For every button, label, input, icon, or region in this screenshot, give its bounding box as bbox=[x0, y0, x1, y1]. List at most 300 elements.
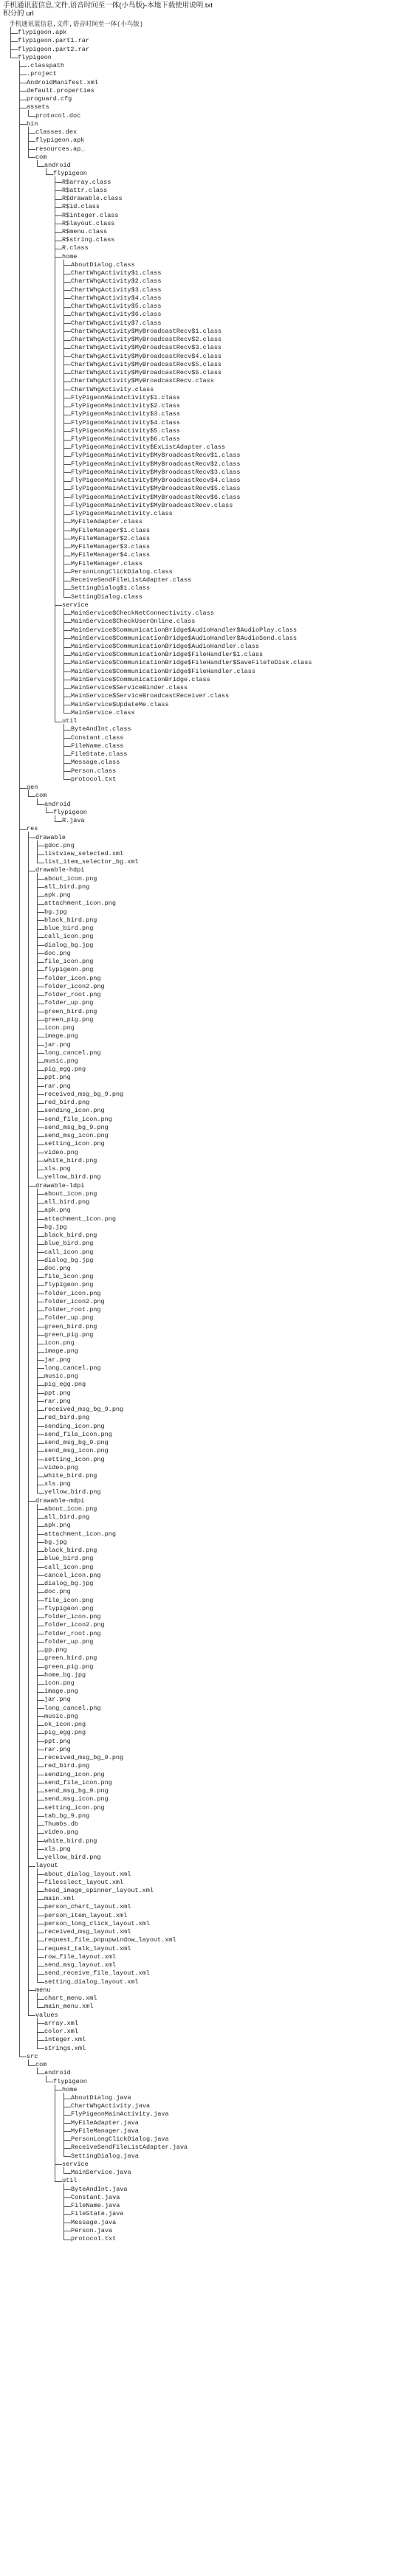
folder-node[interactable]: src bbox=[27, 2052, 38, 2060]
folder-node[interactable]: bin bbox=[27, 120, 38, 128]
file-node[interactable]: proguard.cfg bbox=[27, 95, 72, 103]
file-node[interactable]: send_msg_bg_9.png bbox=[44, 1787, 109, 1795]
file-node[interactable]: ChartWhgActivity$2.class bbox=[71, 277, 162, 286]
file-node[interactable]: red_bird.png bbox=[44, 1762, 90, 1770]
file-node[interactable]: bg.jpg bbox=[44, 908, 67, 916]
file-node[interactable]: setting_icon.png bbox=[44, 1140, 105, 1148]
file-node[interactable]: .classpath bbox=[27, 62, 65, 70]
file-node[interactable]: dialog_bg.jpg bbox=[44, 1580, 94, 1588]
file-node[interactable]: send_msg_icon.png bbox=[44, 1795, 109, 1803]
file-node[interactable]: SettingDialog.class bbox=[71, 593, 142, 601]
file-node[interactable]: attachment_icon.png bbox=[44, 899, 116, 908]
file-node[interactable]: jar.png bbox=[44, 1696, 71, 1704]
file-node[interactable]: FileState.class bbox=[71, 750, 128, 759]
file-node[interactable]: about_icon.png bbox=[44, 1189, 97, 1198]
file-node[interactable]: pig_egg.png bbox=[44, 1066, 86, 1074]
tree-branch-connector bbox=[37, 1575, 44, 1576]
tree-branch-connector bbox=[37, 912, 44, 913]
file-node[interactable]: integer.xml bbox=[44, 2036, 86, 2044]
file-node[interactable]: ChartWhgActivity$MyBroadcastRecv$4.class bbox=[71, 352, 222, 360]
file-node[interactable]: attachment_icon.png bbox=[44, 1215, 116, 1223]
tree-branch-connector bbox=[63, 597, 71, 598]
file-node[interactable]: ChartWhgActivity.class bbox=[71, 385, 154, 393]
tree-branch-connector bbox=[63, 2131, 71, 2132]
file-node[interactable]: blue_bird.png bbox=[44, 1555, 94, 1563]
tree-branch-connector bbox=[37, 1020, 44, 1021]
file-node[interactable]: xls.png bbox=[44, 1845, 71, 1853]
folder-node[interactable]: flypigeon bbox=[53, 808, 87, 816]
file-node[interactable]: video.png bbox=[44, 1829, 78, 1837]
file-node[interactable]: send_msg_icon.png bbox=[44, 1132, 109, 1140]
file-node[interactable]: folder_root.png bbox=[44, 1629, 101, 1637]
folder-node[interactable]: com bbox=[35, 153, 47, 161]
file-node[interactable]: ChartWhgActivity$MyBroadcastRecv$5.class bbox=[71, 360, 222, 368]
file-node[interactable]: request_talk_layout.xml bbox=[44, 1944, 131, 1952]
tree-branch-connector bbox=[63, 431, 71, 432]
folder-node[interactable]: drawable-mdpi bbox=[35, 1496, 85, 1505]
tree-branch-connector bbox=[63, 472, 71, 473]
file-node[interactable]: Person.java bbox=[71, 2226, 113, 2234]
file-node[interactable]: apk.png bbox=[44, 891, 71, 899]
file-node[interactable]: MainService.java bbox=[71, 2169, 131, 2177]
file-node[interactable]: setting_icon.png bbox=[44, 1455, 105, 1463]
file-node[interactable]: tab_bg_9.png bbox=[44, 1812, 90, 1820]
tree-branch-connector bbox=[55, 257, 62, 258]
folder-node[interactable]: com bbox=[35, 2061, 47, 2069]
file-node[interactable]: folder_icon.png bbox=[44, 1289, 101, 1297]
file-node[interactable]: FlyPigeonMainActivity$MyBroadcastRecv$5.class bbox=[71, 485, 241, 493]
file-node[interactable]: array.xml bbox=[44, 2019, 78, 2027]
file-node[interactable]: apk.png bbox=[44, 1522, 71, 1530]
file-node[interactable]: send_file_icon.png bbox=[44, 1430, 112, 1438]
file-node[interactable]: video.png bbox=[44, 1148, 78, 1156]
file-node[interactable]: R$menu.class bbox=[62, 228, 108, 235]
file-node[interactable]: MyFileAdapter.class bbox=[71, 518, 142, 526]
file-node[interactable]: pig_egg.png bbox=[44, 1381, 86, 1389]
file-node[interactable]: filesslect_layout.xml bbox=[44, 1878, 124, 1886]
file-node[interactable]: send_file_icon.png bbox=[44, 1115, 112, 1123]
file-node[interactable]: setting_dialog_layout.xml bbox=[44, 1978, 139, 1986]
file-node[interactable]: ChartWhgActivity.java bbox=[71, 2102, 151, 2110]
file-node[interactable]: ReceiveSendFileListAdapter.class bbox=[71, 576, 192, 584]
file-node[interactable]: request_file_popupwindow_layout.xml bbox=[44, 1936, 176, 1944]
file-node[interactable]: FlyPigeonMainActivity.class bbox=[71, 510, 173, 518]
tree-branch-connector bbox=[55, 182, 62, 183]
file-node[interactable]: blue_bird.png bbox=[44, 925, 94, 933]
file-node[interactable]: flypigeon.part1.rar bbox=[18, 37, 89, 45]
file-node[interactable]: jar.png bbox=[44, 1356, 71, 1364]
file-node[interactable]: R.class bbox=[62, 244, 89, 252]
file-node[interactable]: SettingDialog.java bbox=[71, 2152, 139, 2160]
folder-node[interactable]: android bbox=[44, 2069, 71, 2077]
folder-node[interactable]: menu bbox=[35, 1986, 51, 1994]
folder-node[interactable]: com bbox=[35, 792, 47, 800]
file-node[interactable]: ppt.png bbox=[44, 1737, 71, 1745]
file-node[interactable]: person_chart_layout.xml bbox=[44, 1903, 131, 1911]
file-node[interactable]: head_image_spinner_layout.xml bbox=[44, 1887, 154, 1894]
file-node[interactable]: main.xml bbox=[44, 1895, 75, 1903]
file-node[interactable]: folder_icon.png bbox=[44, 974, 101, 982]
file-node[interactable]: Message.java bbox=[71, 2218, 117, 2226]
file-node[interactable]: received_msg_bg_9.png bbox=[44, 1406, 124, 1414]
file-node[interactable]: AboutDialog.java bbox=[71, 2094, 131, 2102]
file-node[interactable]: xls.png bbox=[44, 1480, 71, 1488]
file-node[interactable]: folder_icon2.png bbox=[44, 1297, 105, 1305]
file-node[interactable]: FlyPigeonMainActivity$1.class bbox=[71, 393, 180, 401]
file-node[interactable]: folder_up.png bbox=[44, 1314, 94, 1322]
file-node[interactable]: AndroidManifest.xml bbox=[27, 78, 98, 86]
file-node[interactable]: row_file_layout.xml bbox=[44, 1952, 116, 1961]
tree-branch-connector bbox=[37, 1260, 44, 1261]
file-node[interactable]: ByteAndInt.java bbox=[71, 2185, 128, 2193]
file-node[interactable]: green_bird.png bbox=[44, 1654, 97, 1662]
tree-trunk-line bbox=[37, 160, 38, 166]
file-node[interactable]: doc.png bbox=[44, 1588, 71, 1596]
file-node[interactable]: received_msg_layout.xml bbox=[44, 1928, 131, 1936]
folder-node[interactable]: res bbox=[27, 825, 38, 833]
tree-branch-connector bbox=[63, 489, 71, 490]
file-node[interactable]: green_pig.png bbox=[44, 1330, 94, 1339]
tree-trunk-line bbox=[28, 790, 29, 796]
file-node[interactable]: dialog_bg.jpg bbox=[44, 941, 94, 949]
file-node[interactable]: blue_bird.png bbox=[44, 1240, 94, 1248]
file-node[interactable]: send_msg_bg_9.png bbox=[44, 1123, 109, 1131]
folder-node[interactable]: assets bbox=[27, 103, 49, 111]
folder-node[interactable]: gen bbox=[27, 784, 38, 792]
file-node[interactable]: send_file_icon.png bbox=[44, 1778, 112, 1786]
file-node[interactable]: bg.jpg bbox=[44, 1223, 67, 1231]
file-node[interactable]: ChartWhgActivity$MyBroadcastRecv$1.class bbox=[71, 327, 222, 335]
file-node[interactable]: green_bird.png bbox=[44, 1322, 97, 1330]
file-node[interactable]: R$attr.class bbox=[62, 186, 108, 194]
file-node[interactable]: MainService$UpdateMe.class bbox=[71, 700, 169, 708]
file-node[interactable]: rar.png bbox=[44, 1745, 71, 1753]
file-node[interactable]: all_bird.png bbox=[44, 1198, 90, 1206]
folder-node[interactable]: util bbox=[62, 717, 78, 725]
tree-branch-connector bbox=[55, 232, 62, 233]
file-node[interactable]: FlyPigeonMainActivity$MyBroadcastRecv$2.class bbox=[71, 460, 241, 468]
tree-branch-connector bbox=[37, 1418, 44, 1419]
file-node[interactable]: folder_up.png bbox=[44, 1637, 94, 1646]
file-node[interactable]: FlyPigeonMainActivity$2.class bbox=[71, 402, 180, 410]
file-node[interactable]: yellow_bird.png bbox=[44, 1854, 101, 1862]
file-node[interactable]: long_cancel.png bbox=[44, 1364, 101, 1372]
file-node[interactable]: FlyPigeonMainActivity$4.class bbox=[71, 418, 180, 427]
file-node[interactable]: protocol.doc bbox=[35, 111, 81, 120]
file-node[interactable]: list_item_selector_bg.xml bbox=[44, 858, 139, 866]
folder-node[interactable]: drawable-hdpi bbox=[35, 866, 85, 874]
file-node[interactable]: white_bird.png bbox=[44, 1472, 97, 1479]
file-node[interactable]: ReceiveSendFileListAdapter.java bbox=[71, 2144, 188, 2152]
file-node[interactable]: bg.jpg bbox=[44, 1538, 67, 1546]
file-node[interactable]: R$id.class bbox=[62, 203, 100, 211]
folder-node[interactable]: home bbox=[62, 2085, 78, 2093]
file-node[interactable]: call_icon.png bbox=[44, 933, 94, 941]
file-node[interactable]: about_icon.png bbox=[44, 1505, 97, 1513]
file-node[interactable]: MainService$CommunicationBridge.class bbox=[71, 675, 210, 683]
file-node[interactable]: MainService$CommunicationBridge$AudioHandler$AudioPlay.class bbox=[71, 626, 298, 634]
file-node[interactable]: red_bird.png bbox=[44, 1099, 90, 1107]
file-node[interactable]: FileName.class bbox=[71, 742, 124, 750]
file-node[interactable]: resources.ap_ bbox=[35, 145, 85, 153]
file-node[interactable]: FlyPigeonMainActivity$3.class bbox=[71, 410, 180, 418]
file-node[interactable]: MainService$CommunicationBridge$AudioHandler.class bbox=[71, 643, 260, 650]
file-node[interactable]: music.png bbox=[44, 1372, 78, 1381]
file-node[interactable]: FlyPigeonMainActivity$MyBroadcastRecv$3.class bbox=[71, 468, 241, 476]
file-node[interactable]: ChartWhgActivity$1.class bbox=[71, 269, 162, 277]
tree-branch-connector bbox=[63, 456, 71, 457]
file-node[interactable]: rar.png bbox=[44, 1082, 71, 1090]
file-node[interactable]: green_pig.png bbox=[44, 1662, 94, 1671]
tree-branch-connector bbox=[37, 1086, 44, 1087]
tree-branch-connector bbox=[37, 1045, 44, 1046]
file-node[interactable]: flypigeon.part2.rar bbox=[18, 45, 89, 53]
tree-trunk-line bbox=[28, 127, 29, 157]
file-node[interactable]: about_icon.png bbox=[44, 874, 97, 883]
file-node[interactable]: black_bird.png bbox=[44, 1547, 97, 1555]
folder-node[interactable]: util bbox=[62, 2177, 78, 2185]
file-node[interactable]: classes.dex bbox=[35, 128, 78, 137]
file-node[interactable]: attachment_icon.png bbox=[44, 1530, 116, 1538]
tree-branch-connector bbox=[37, 1708, 44, 1709]
file-node[interactable]: PersonLongClickDialog.java bbox=[71, 2135, 169, 2144]
file-node[interactable]: person_item_layout.xml bbox=[44, 1911, 128, 1919]
file-node[interactable]: R$drawable.class bbox=[62, 195, 123, 203]
file-node[interactable]: FlyPigeonMainActivity$6.class bbox=[71, 435, 180, 443]
file-node[interactable]: listview_selected.xml bbox=[44, 850, 124, 857]
folder-node[interactable]: values bbox=[35, 2011, 58, 2019]
file-node[interactable]: folder_icon2.png bbox=[44, 982, 105, 990]
file-node[interactable]: MainService$CommunicationBridge$AudioHandler$AudioSend.class bbox=[71, 634, 298, 642]
file-node[interactable]: MainService.class bbox=[71, 708, 135, 716]
file-node[interactable]: rar.png bbox=[44, 1397, 71, 1405]
file-node[interactable]: MyFileManager$3.class bbox=[71, 543, 151, 551]
file-node[interactable]: FlyPigeonMainActivity$ExListAdapter.class bbox=[71, 443, 226, 452]
file-node[interactable]: cancel_icon.png bbox=[44, 1571, 101, 1579]
tree-branch-connector bbox=[63, 315, 71, 316]
tree-branch-connector bbox=[37, 1094, 44, 1095]
file-node[interactable]: call_icon.png bbox=[44, 1248, 94, 1256]
file-node[interactable]: MyFileAdapter.java bbox=[71, 2119, 139, 2127]
file-node[interactable]: white_bird.png bbox=[44, 1837, 97, 1845]
file-node[interactable]: protocol.txt bbox=[71, 775, 117, 783]
file-node[interactable]: about_dialog_layout.xml bbox=[44, 1870, 131, 1878]
file-node[interactable]: MyFileManager.java bbox=[71, 2127, 139, 2135]
file-node[interactable]: folder_icon2.png bbox=[44, 1621, 105, 1629]
file-node[interactable]: MainService$CheckUserOnline.class bbox=[71, 618, 196, 626]
file-node[interactable]: video.png bbox=[44, 1463, 78, 1471]
file-node[interactable]: MainService$CheckNetConnectivity.class bbox=[71, 610, 214, 618]
file-node[interactable]: R$array.class bbox=[62, 178, 111, 186]
file-node[interactable]: send_receive_file_layout.xml bbox=[44, 1969, 150, 1978]
file-node[interactable]: folder_up.png bbox=[44, 999, 94, 1007]
file-node[interactable]: folder_icon.png bbox=[44, 1613, 101, 1621]
file-node[interactable]: MyFileManager$1.class bbox=[71, 526, 151, 534]
folder-node[interactable]: service bbox=[62, 601, 89, 609]
file-node[interactable]: FlyPigeonMainActivity$MyBroadcastRecv$4.class bbox=[71, 477, 241, 485]
file-node[interactable]: FlyPigeonMainActivity.java bbox=[71, 2110, 169, 2119]
file-node[interactable]: received_msg_bg_9.png bbox=[44, 1090, 124, 1098]
file-node[interactable]: long_cancel.png bbox=[44, 1704, 101, 1712]
file-node[interactable]: red_bird.png bbox=[44, 1414, 90, 1422]
file-node[interactable]: all_bird.png bbox=[44, 1513, 90, 1522]
file-node[interactable]: strings.xml bbox=[44, 2044, 86, 2052]
file-node[interactable]: MainService$ServiceBinder.class bbox=[71, 684, 188, 692]
file-node[interactable]: file_icon.png bbox=[44, 1273, 94, 1281]
file-node[interactable]: jar.png bbox=[44, 1040, 71, 1049]
folder-node[interactable]: service bbox=[62, 2160, 89, 2168]
file-node[interactable]: home_bg.jpg bbox=[44, 1671, 86, 1679]
file-node[interactable]: apk.png bbox=[44, 1206, 71, 1215]
file-node[interactable]: icon.png bbox=[44, 1024, 75, 1032]
file-node[interactable]: ChartWhgActivity$MyBroadcastRecv$3.class bbox=[71, 344, 222, 352]
file-node[interactable]: ChartWhgActivity$3.class bbox=[71, 286, 162, 294]
file-node[interactable]: file_icon.png bbox=[44, 958, 94, 966]
file-node[interactable]: flypigeon.apk bbox=[35, 137, 85, 145]
file-node[interactable]: SettingDialog$1.class bbox=[71, 584, 151, 593]
tree-branch-connector bbox=[37, 1119, 44, 1120]
file-node[interactable]: MyFileManager$2.class bbox=[71, 534, 151, 542]
file-node[interactable]: flypigeon.apk bbox=[18, 29, 67, 37]
file-node[interactable]: Person.class bbox=[71, 767, 117, 775]
file-node[interactable]: ChartWhgActivity$6.class bbox=[71, 311, 162, 319]
folder-node[interactable]: flypigeon bbox=[53, 170, 87, 178]
file-node[interactable]: send_msg_icon.png bbox=[44, 1447, 109, 1455]
file-node[interactable]: MainService$CommunicationBridge$FileHandler.class bbox=[71, 667, 255, 675]
file-node[interactable]: white_bird.png bbox=[44, 1156, 97, 1164]
file-node[interactable]: folder_root.png bbox=[44, 1306, 101, 1314]
file-node[interactable]: color.xml bbox=[44, 2028, 78, 2036]
tree-branch-connector bbox=[63, 589, 71, 590]
file-node[interactable]: image.png bbox=[44, 1688, 78, 1696]
file-node[interactable]: ChartWhgActivity$4.class bbox=[71, 294, 162, 302]
file-node[interactable]: ChartWhgActivity$7.class bbox=[71, 319, 162, 327]
folder-node[interactable]: drawable-ldpi bbox=[35, 1181, 85, 1189]
folder-node[interactable]: 手机通讯蓝信息,文件,语音时间至一体(小鸟版) bbox=[9, 21, 143, 28]
tree-branch-connector bbox=[37, 1194, 44, 1195]
file-node[interactable]: received_msg_bg_9.png bbox=[44, 1754, 124, 1762]
file-node[interactable]: PersonLongClickDialog.class bbox=[71, 567, 173, 576]
file-node[interactable]: pig_egg.png bbox=[44, 1729, 86, 1737]
file-node[interactable]: flypigeon.png bbox=[44, 1281, 94, 1289]
file-node[interactable]: green_pig.png bbox=[44, 1015, 94, 1023]
file-node[interactable]: main_menu.xml bbox=[44, 2003, 94, 2011]
tree-branch-connector bbox=[37, 1584, 44, 1585]
file-node[interactable]: xls.png bbox=[44, 1165, 71, 1173]
file-node[interactable]: default.properties bbox=[27, 86, 95, 94]
tree-branch-connector bbox=[37, 1882, 44, 1883]
file-node[interactable]: send_msg_layout.xml bbox=[44, 1961, 116, 1969]
file-node[interactable]: sending_icon.png bbox=[44, 1422, 105, 1430]
file-node[interactable]: sending_icon.png bbox=[44, 1770, 105, 1778]
folder-node[interactable]: flypigeon bbox=[53, 2077, 87, 2085]
tree-branch-connector bbox=[37, 1816, 44, 1817]
file-node[interactable]: R$layout.class bbox=[62, 219, 115, 227]
file-node[interactable]: music.png bbox=[44, 1057, 78, 1065]
file-node[interactable]: music.png bbox=[44, 1712, 78, 1720]
file-node[interactable]: FlyPigeonMainActivity$5.class bbox=[71, 427, 180, 435]
file-node[interactable]: icon.png bbox=[44, 1679, 75, 1687]
file-node[interactable]: dialog_bg.jpg bbox=[44, 1256, 94, 1264]
file-node[interactable]: doc.png bbox=[44, 949, 71, 957]
file-node[interactable]: R.java bbox=[62, 817, 85, 825]
folder-node[interactable]: home bbox=[62, 252, 78, 260]
file-node[interactable]: black_bird.png bbox=[44, 916, 97, 924]
file-node[interactable]: chart_menu.xml bbox=[44, 1995, 97, 2003]
file-node[interactable]: Message.class bbox=[71, 759, 120, 767]
file-node[interactable]: AboutDialog.class bbox=[71, 260, 135, 269]
file-node[interactable]: R$string.class bbox=[62, 236, 115, 244]
file-node[interactable]: flypigeon.png bbox=[44, 1604, 94, 1612]
file-node[interactable]: yellow_bird.png bbox=[44, 1488, 101, 1496]
file-node[interactable]: ByteAndInt.class bbox=[71, 725, 131, 733]
file-node[interactable]: FileName.java bbox=[71, 2202, 120, 2210]
file-node[interactable]: ChartWhgActivity$MyBroadcastRecv$2.class bbox=[71, 336, 222, 344]
file-node[interactable]: send_msg_bg_9.png bbox=[44, 1439, 109, 1447]
file-node[interactable]: long_cancel.png bbox=[44, 1049, 101, 1057]
file-node[interactable]: Thumbs.db bbox=[44, 1820, 78, 1829]
header-title: 手机通讯蓝信息,文件,语音时间至一体(小鸟版)-本地下载使用说明.txt bbox=[3, 1, 213, 10]
folder-node[interactable]: android bbox=[44, 162, 71, 170]
file-node[interactable]: FlyPigeonMainActivity$MyBroadcastRecv$6.class bbox=[71, 493, 241, 501]
file-node[interactable]: sending_icon.png bbox=[44, 1107, 105, 1115]
tree-branch-connector bbox=[37, 879, 44, 880]
file-node[interactable]: call_icon.png bbox=[44, 1563, 94, 1571]
file-node[interactable]: doc.png bbox=[44, 1265, 71, 1272]
file-node[interactable]: ppt.png bbox=[44, 1074, 71, 1082]
file-node[interactable]: FileState.java bbox=[71, 2210, 124, 2218]
file-node[interactable]: MainService$CommunicationBridge$FileHandler$SaveFileToDisk.class bbox=[71, 659, 312, 667]
file-node[interactable]: all_bird.png bbox=[44, 883, 90, 891]
file-node[interactable]: Constant.java bbox=[71, 2193, 120, 2201]
file-node[interactable]: ok_icon.png bbox=[44, 1721, 86, 1729]
file-node[interactable]: Constant.class bbox=[71, 733, 124, 742]
folder-node[interactable]: drawable bbox=[35, 833, 66, 841]
file-node[interactable]: image.png bbox=[44, 1032, 78, 1040]
file-node[interactable]: gdoc.png bbox=[44, 841, 75, 849]
file-node[interactable]: MyFileManager.class bbox=[71, 559, 142, 567]
file-node[interactable]: image.png bbox=[44, 1347, 78, 1356]
file-node[interactable]: ChartWhgActivity$MyBroadcastRecv.class bbox=[71, 377, 214, 385]
file-node[interactable]: .project bbox=[27, 70, 57, 78]
file-node[interactable]: ppt.png bbox=[44, 1389, 71, 1397]
file-node[interactable]: protocol.txt bbox=[71, 2235, 117, 2243]
tree-trunk-line bbox=[37, 798, 38, 804]
tree-branch-connector bbox=[46, 812, 53, 813]
file-node[interactable]: setting_icon.png bbox=[44, 1803, 105, 1812]
file-node[interactable]: MainService$CommunicationBridge$FileHandler$1.class bbox=[71, 651, 264, 659]
file-node[interactable]: file_icon.png bbox=[44, 1596, 94, 1604]
folder-node[interactable]: flypigeon bbox=[18, 53, 52, 61]
file-node[interactable]: black_bird.png bbox=[44, 1232, 97, 1240]
file-node[interactable]: R$integer.class bbox=[62, 211, 119, 219]
folder-node[interactable]: layout bbox=[35, 1862, 58, 1870]
file-node[interactable]: MyFileManager$4.class bbox=[71, 551, 151, 559]
file-node[interactable]: ChartWhgActivity$MyBroadcastRecv$6.class bbox=[71, 369, 222, 377]
file-node[interactable]: icon.png bbox=[44, 1339, 75, 1347]
file-node[interactable]: FlyPigeonMainActivity$MyBroadcastRecv$1.class bbox=[71, 452, 241, 460]
file-node[interactable]: yellow_bird.png bbox=[44, 1173, 101, 1181]
file-node[interactable]: green_bird.png bbox=[44, 1007, 97, 1015]
folder-node[interactable]: android bbox=[44, 800, 71, 808]
file-node[interactable]: flypigeon.png bbox=[44, 966, 94, 974]
file-node[interactable]: MainService$ServiceBroadcastReceiver.class bbox=[71, 692, 230, 700]
file-node[interactable]: folder_root.png bbox=[44, 991, 101, 999]
file-node[interactable]: gp.png bbox=[44, 1646, 67, 1654]
file-node[interactable]: person_long_click_layout.xml bbox=[44, 1919, 150, 1927]
file-node[interactable]: ChartWhgActivity$5.class bbox=[71, 303, 162, 311]
file-node[interactable]: FlyPigeonMainActivity$MyBroadcastRecv.class bbox=[71, 501, 233, 509]
